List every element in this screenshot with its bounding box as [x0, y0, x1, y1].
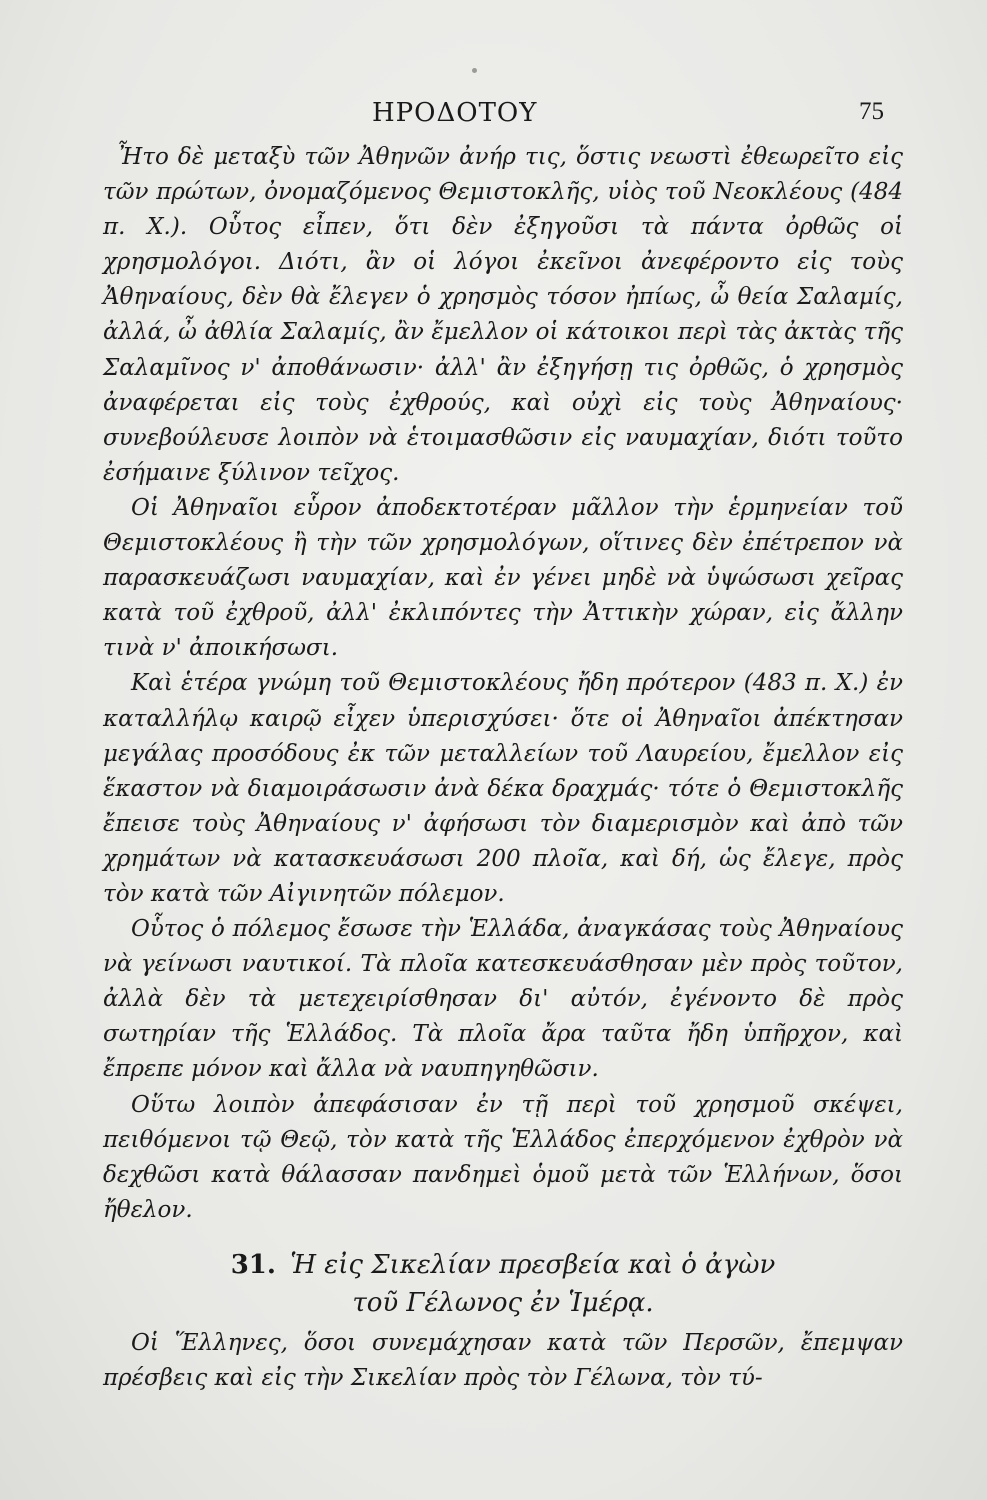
paragraph: Οὕτω λοιπὸν ἀπεφάσισαν ἐν τῇ περὶ τοῦ χρησμοῦ σκέψει, πειθόμενοι τῷ Θεῷ, τὸν κατὰ τῆς Ἑλλάδος ἐπερχόμενον ἐχθρὸν νὰ δεχθῶσι κατὰ θάλασσαν πανδημεὶ ὁμοῦ μετὰ τῶν Ἑλλήνων, ὅσοι ἤθελον.	[103, 1091, 903, 1223]
paragraph: Οἱ Ἕλληνες, ὅσοι συνεμάχησαν κατὰ τῶν Περσῶν, ἔπεμψαν πρέσβεις καὶ εἰς τὴν Σικελίαν πρὸς τὸν Γέλωνα, τὸν τύ-	[103, 1329, 903, 1391]
section-heading	[103, 1246, 903, 1322]
running-title: ΗΡΟΔΟΤΟΥ	[372, 98, 538, 128]
print-speck	[472, 68, 477, 73]
paragraph: Οἱ Ἀθηναῖοι εὗρον ἀποδεκτοτέραν μᾶλλον τὴν ἑρμηνείαν τοῦ Θεμιστοκλέους ἢ τὴν τῶν χρησμολόγων, οἵτινες δὲν ἐπέτρεπον νὰ παρασκευάζωσι ναυμαχίαν, καὶ ἐν γένει μηδὲ νὰ ὑψώσωσι χεῖρας κατὰ τοῦ ἐχθροῦ, ἀλλ' ἐκλιπόντες τὴν Ἀττικὴν χώραν, εἰς ἄλλην τινὰ ν' ἀποικήσωσι.	[103, 494, 903, 662]
section-title-line2: τοῦ Γέλωνος ἐν Ἱμέρᾳ.	[352, 1287, 654, 1318]
paragraph: Οὗτος ὁ πόλεμος ἔσωσε τὴν Ἑλλάδα, ἀναγκάσας τοὺς Ἀθηναίους νὰ γείνωσι ναυτικοί. Τὰ πλοῖα κατεσκευάσθησαν μὲν πρὸς τοῦτον, ἀλλὰ δὲν τὰ μετεχειρίσθησαν δι' αὐτόν, ἐγένοντο δὲ πρὸς σωτηρίαν τῆς Ἑλλάδος. Τὰ πλοῖα ἄρα ταῦτα ἤδη ὑπῆρχον, καὶ ἔπρεπε μόνον καὶ ἄλλα νὰ ναυπηγηθῶσιν.	[103, 916, 903, 1083]
body-text	[103, 140, 903, 1396]
page-number: 75	[859, 98, 884, 125]
section-number: 31.	[230, 1249, 276, 1280]
page-header	[104, 98, 884, 138]
paragraph: Ἦτο δὲ μεταξὺ τῶν Ἀθηνῶν ἀνήρ τις, ὅστις νεωστὶ ἐθεωρεῖτο εἰς τῶν πρώτων, ὀνομαζόμενος Θεμιστοκλῆς, υἱὸς τοῦ Νεοκλέους (484 π. Χ.). Οὗτος εἶπεν, ὅτι δὲν ἐξηγοῦσι τὰ πάντα ὀρθῶς οἱ χρησμολόγοι. Διότι, ἂν οἱ λόγοι ἐκεῖνοι ἀνεφέροντο εἰς τοὺς Ἀθηναίους, δὲν θὰ ἔλεγεν ὁ χρησμὸς τόσον ἠπίως, ὦ θεία Σαλαμίς, ἀλλά, ὦ ἀθλία Σαλαμίς, ἂν ἔμελλον οἱ κάτοικοι περὶ τὰς ἀκτὰς τῆς Σαλαμῖνος ν' ἀποθάνωσιν· ἀλλ' ἂν ἐξηγήσῃ τις ὀρθῶς, ὁ χρησμὸς ἀναφέρεται εἰς τοὺς ἐχθρούς, καὶ οὐχὶ εἰς τοὺς Ἀθηναίους· συνεβούλευσε λοιπὸν νὰ ἑτοιμασθῶσιν εἰς ναυμαχίαν, διότι τοῦτο ἐσήμαινε ξύλινον τεῖχος.	[103, 144, 903, 486]
paragraph: Καὶ ἑτέρα γνώμη τοῦ Θεμιστοκλέους ἤδη πρότερον (483 π. Χ.) ἐν καταλλήλῳ καιρῷ εἶχεν ὑπερισχύσει· ὅτε οἱ Ἀθηναῖοι ἀπέκτησαν μεγάλας προσόδους ἐκ τῶν μεταλλείων τοῦ Λαυρείου, ἔμελλον εἰς ἕκαστον νὰ διαμοιράσωσιν ἀνὰ δέκα δραχμάς· τότε ὁ Θεμιστοκλῆς ἔπεισε τοὺς Ἀθηναίους ν' ἀφήσωσι τὸν διαμερισμὸν καὶ ἀπὸ τῶν χρημάτων νὰ κατασκευάσωσι 200 πλοῖα, καὶ δή, ὡς ἔλεγε, πρὸς τὸν κατὰ τῶν Αἰγινητῶν πόλεμον.	[103, 670, 903, 907]
section-title-line1: Ἡ εἰς Σικελίαν πρεσβεία καὶ ὁ ἀγὼν	[290, 1249, 776, 1280]
